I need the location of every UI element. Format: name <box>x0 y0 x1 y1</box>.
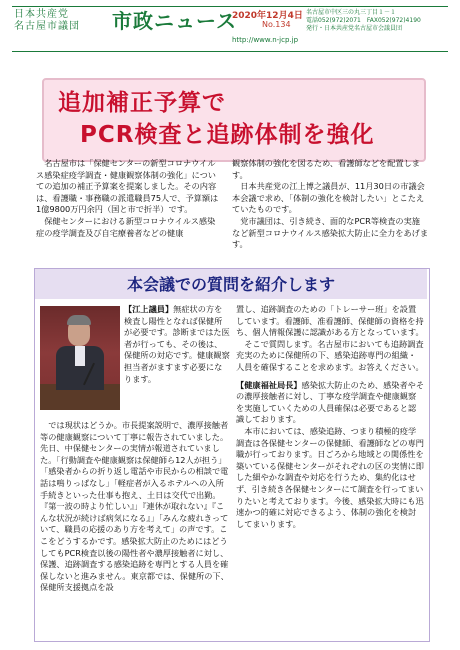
councilor-photo <box>40 306 120 410</box>
website-link[interactable]: http://www.n-jcp.jp <box>232 36 299 44</box>
article-paragraph: 保健センターにおける新型コロナウイルス感染症の疫学調査及び自宅療養者などの健康 <box>36 215 216 238</box>
article-paragraph: 観察体制の強化を図るため、看護師などを配置します。 <box>232 158 420 180</box>
answer-text: 感染拡大防止のため、感染者やその濃厚接触者に対し、丁寧な疫学調査や健康観察を実施していくための人員確保は必要であると認識しております。 <box>236 379 425 425</box>
speaker-label: 【江上議員】 <box>124 304 174 314</box>
section-title: 本会議での質問を紹介します <box>126 275 335 294</box>
publisher: 発行・日本共産党名古屋市会議員団 <box>306 25 403 32</box>
answer-intro <box>236 380 424 426</box>
article-paragraph: 日本共産党の江上博之議員が、11月30日の市議会本会議で求め、「体制の強化を検討したい」とこたえていたものです。 <box>232 181 425 215</box>
article-right-column <box>232 158 428 251</box>
article-paragraph: 名古屋市は「保健センターの新型コロナウイルス感染症疫学調査・健康観察体制の強化」についての追加の補正予算案を提案しました。その内容は、看護職・事務職の派遣職員75人で、予算額は1億9800万円余円（国と市で折半）です。 <box>36 158 219 215</box>
question-intro <box>124 304 230 385</box>
party-name-line2: 名古屋市議団 <box>14 21 80 32</box>
question-paragraph: そこで質問します。名古屋市においても追跡調査充実のために保健所の下、感染追跡専門の組織・人員を確保することを求めます。お答えください。 <box>236 338 424 372</box>
question-paragraph: 置し、追跡調査のための「トレーサー班」を設置しています。看護師、准看護師、保健師の資格を持ち、個人情報保護に認識がある方となっています。 <box>236 304 424 338</box>
address: 名古屋市中区三の丸三丁目１－１ <box>306 9 397 16</box>
headline-line2: PCR検査と追跡体制を強化 <box>80 122 375 148</box>
answer-paragraph: 本市においては、感染追跡、つまり積極的疫学調査は各保健センターの保健師、看護師などの専門職が行っております。日ごろから地域との関係性を築いている保健センターがそれぞれの区の実情に即した細やかな調査や対応を行うため、集約化はせず、引き続き各保健センターにて調査を行ってまいりたいと考えております。今後、感染拡大時にも迅速かつ的確に対応できるよう、体制の強化を検討してまいります。 <box>236 425 424 529</box>
question-text: 無症状の方を検査し陽性となれば保健所が必要です。診断まではた医者が行っても、その後は、保健所の対応です。健康観察担当者がますます必要になります。 <box>124 304 230 384</box>
party-name-line1: 日本共産党 <box>14 9 69 20</box>
issue-date: 2020年12月4日 <box>232 11 303 21</box>
headline-line1: 追加補正予算で <box>58 90 226 116</box>
party-name <box>14 9 80 33</box>
answer-speaker-label: 【健康福祉局長】 <box>236 379 302 390</box>
question-body <box>40 420 230 594</box>
issue-number: No.134 <box>262 20 291 29</box>
question-paragraph: では現状はどうか。市長提案説明で、濃厚接触者等の健康観察について丁寧に報告されていました。先日、中保健センターの実情が報道されていました。「行動調査や健康観察は保健師ら12人が担う」「感染者からの折り返し電話や市民からの相談で電話は鳴りっぱなし」「軽症者が入るホテルへの入所手続きといった仕事も抱え、土日は交代で出勤。『第一波の時より忙しい』」『連休が取れない』『こんな状況が続けば病気になる』」「みんな疲れきっていて、職員の応援のあり方を考えて」の声です。ここをどうするかです。感染拡大防止のためにはどうしてもPCR検査以後の陽性者や濃厚接触者に対し、保護、追跡調査する感染追跡を専門とする人員を確保しないと進みません。東京都では、保健所の下、保健所支援拠点を設 <box>40 420 229 593</box>
contact-info <box>306 9 421 33</box>
phone-fax: 電話052(972)2071 FAX052(972)4190 <box>306 17 421 24</box>
question-right-column <box>236 304 424 530</box>
newsletter-name: 市政ニュース <box>112 9 237 33</box>
article-paragraph: 党市議団は、引き続き、面的なPCR等検査の実施など新型コロナウイルス感染拡大防止に全力をあげます。 <box>232 215 429 250</box>
article-left-column <box>36 158 222 239</box>
